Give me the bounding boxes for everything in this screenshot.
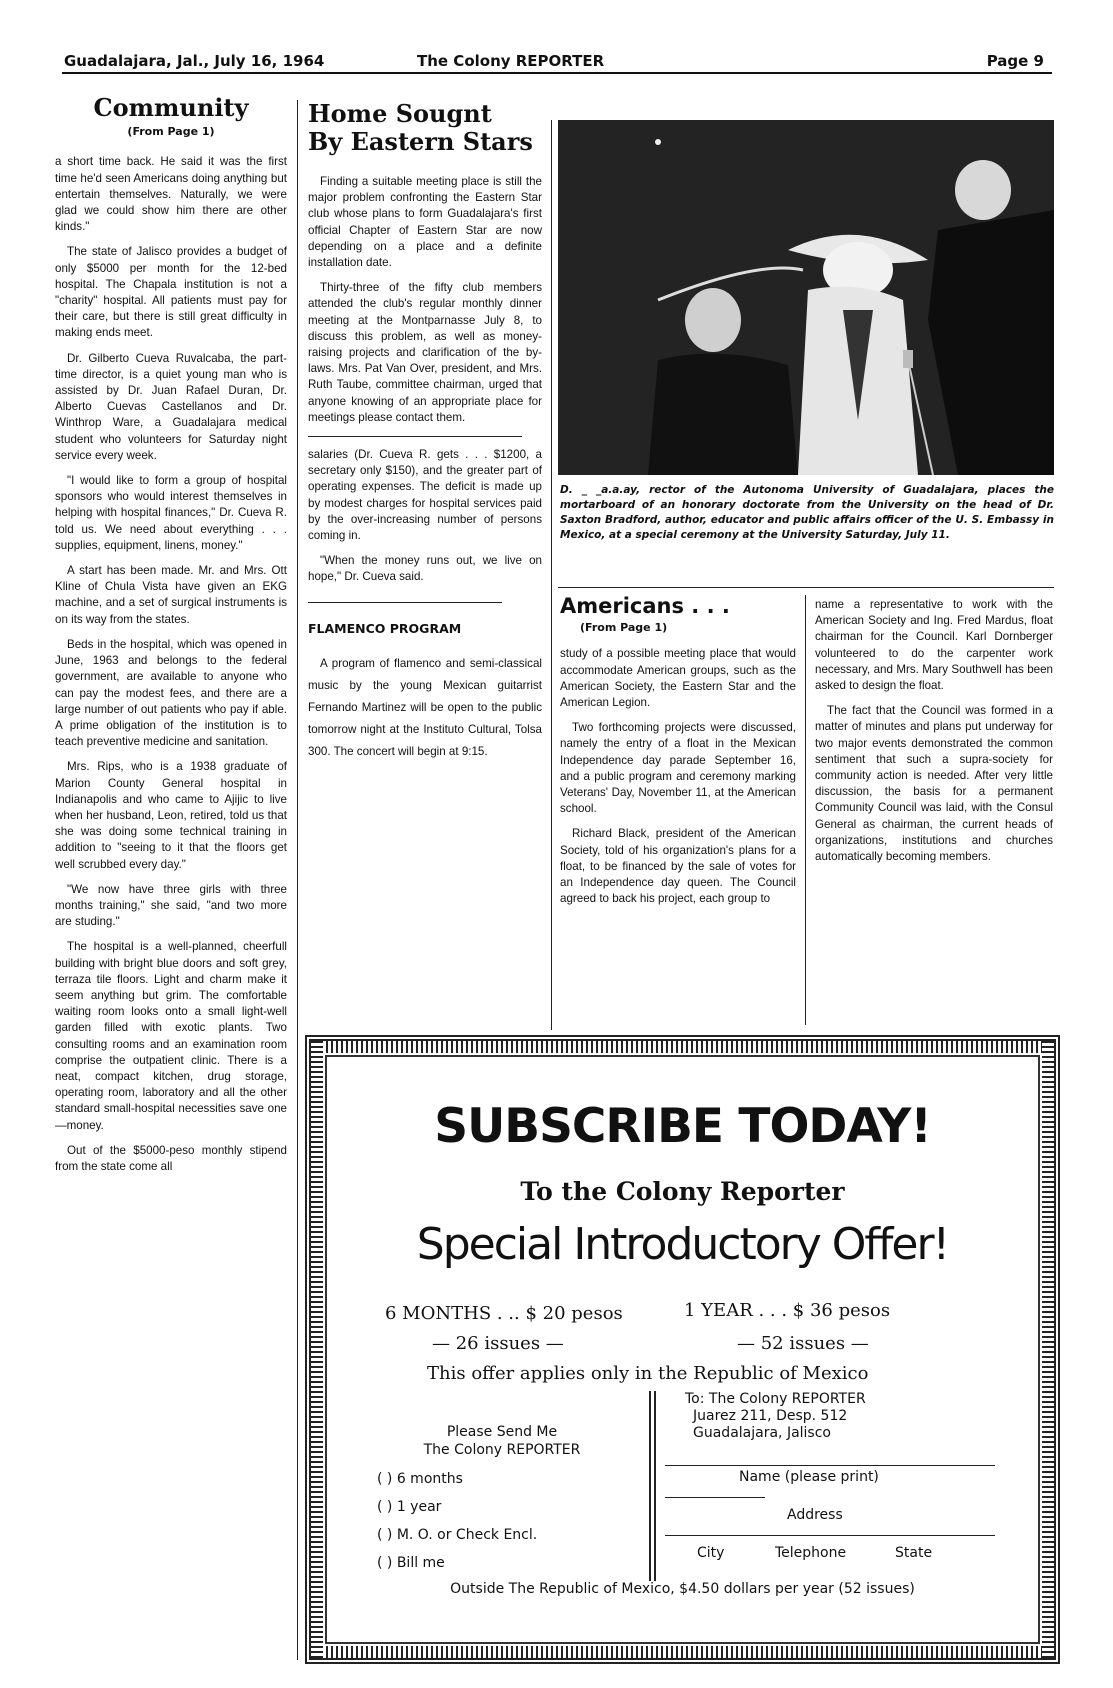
community-para: The state of Jalisco provides a budget of only $5000 per month for the 12-bed hospital. The Chapala institution is not a "charity" hospital. All patients must pay for their care, but there is still great difficulty in making ends meet. [55,245,287,340]
flamenco-headline: FLAMENCO PROGRAM [308,620,462,636]
americans-para: name a representative to work with the American Society and Ing. Fred Mardus, float chairman for the Council. Karl Dornberger volunteered to do the carpenter work necessary, and Mrs. Mary Southwell has been asked to design the float. [815,598,1053,693]
address-label: Address [787,1507,843,1523]
mailing-address-line2: Juarez 211, Desp. 512 [693,1408,848,1424]
column-rule [551,120,552,1030]
name-line[interactable] [665,1465,995,1466]
ad-border-top [311,1041,1054,1053]
eastern-star-headline-line2: By Eastern Stars [308,127,533,156]
offer-52-issues: — 52 issues — [737,1333,869,1354]
americans-from-page: (From Page 1) [580,621,668,635]
ad-subheadline: To the Colony Reporter [520,1177,845,1206]
community-para: Beds in the hospital, which was opened in June, 1963 and belongs to the federal government, are available to anyone who can pay the modest fees, and there are a large number of out patients who pay if able. A prime obligation of the institution is to teach preventive medicine and sanitation. [55,637,287,749]
photo-caption: D. _ _a.a.ay, rector of the Autonoma University of Guadalajara, places the mortarboard of an honorary doctorate from the University on the head of Dr. Saxton Bradford, author, educator and public affairs officer of the U. S. Embassy in Mexico, at a special ceremony at the University Saturday, July 11. [560,484,1054,541]
header-page-number: Page 9 [986,52,1044,70]
community-para: Out of the $5000-peso monthly stipend from the state come all [55,1143,287,1173]
state-label: State [895,1545,933,1561]
americans-para: The fact that the Council was formed in a matter of minutes and plans put underway for two major events demonstrated the common sentiment that such a supra-society for community action is needed. After very little discussion, the basis for a permanent Community Council was laid, with the Consul General as chairman, the current heads of organizations, institutions and churches automatically becoming members. [815,704,1053,864]
option-6-months[interactable]: ( ) 6 months [377,1471,463,1487]
mailing-address-line1: To: The Colony REPORTER [685,1391,866,1407]
please-send-line2: The Colony REPORTER [423,1442,581,1458]
offer-26-issues: — 26 issues — [432,1333,564,1354]
flamenco-text: A program of flamenco and semi-classical music by the young Mexican guitarrist Fernando Martinez will be open to the public tomorrow night at the Instituto Cultural, Tolsa 300. The concert will begin at 9:15. [308,656,542,758]
community-headline: Community [93,93,249,122]
ad-border-left [311,1041,323,1658]
divider [308,436,522,437]
americans-para: Richard Black, president of the American Society, told of his organization's plans for a float, to be financed by the sale of votes for an Independence day queen. The Council agreed to back his project, each group to [560,827,796,906]
column-rule [805,595,806,1025]
ad-body [325,1055,1040,1644]
americans-article-cont [815,597,1053,874]
divider [308,602,502,603]
please-send-label [417,1423,587,1459]
community-para: "I would like to form a group of hospital sponsors who would interest themselves in helping with hospital finances," Dr. Cueva R. told us. We need about everything . . . supplies, equipment, linens, money." [55,474,287,552]
americans-article [560,594,796,916]
americans-para: study of a possible meeting place that would accommodate American groups, such as the American Society, the Eastern Star and the American Legion. [560,647,796,710]
community-para: The hospital is a well-planned, cheerfull building with bright blue doors and soft grey, terraza tile floors. Light and charm make it seem anything but grim. The comfortable waiting room looks onto a small light-well garden filled with exotic plants. Two consulting rooms and an examination room comprise the outpatient clinic. There is a neat, compact kitchen, drug storage, operating room, laboratory and all the other standard small-hospital necessities save one—money. [55,940,287,1132]
americans-para: Two forthcoming projects were discussed, namely the entry of a float in the Mexican Independence day parade September 16, and a public program and ceremony marking Veterans' Day, November 11, at the American school. [560,721,796,816]
eastern-star-headline [308,100,542,156]
eastern-star-para: Thirty-three of the fifty club members attended the club's regular monthly dinner meeting at the Montparnasse July 8, to discuss this problem, as well as money-raising projects and clarification of the by-laws. Mrs. Pat Van Over, president, and Mrs. Ruth Taube, committee chairman, urged that anyone knowing of an appropriate place for meetings please contact them. [308,281,542,424]
eastern-star-para: Finding a suitable meeting place is still the major problem confronting the Eastern Star club whose plans to form Guadalajara's first official Chapter of Eastern Star are now depending on a place and a definite installation date. [308,175,542,270]
form-divider [649,1391,656,1581]
eastern-star-headline-line1: Home Sougnt [308,99,492,128]
ad-border-bottom [311,1646,1054,1658]
community-para: "We now have three girls with three months training," she said, "and two more are studing." [55,882,287,929]
offer-1-year: 1 YEAR . . . $ 36 pesos [684,1300,891,1321]
telephone-label: Telephone [775,1545,847,1561]
news-photo [558,120,1054,475]
photo-ceremony-image [558,120,1054,475]
community-para: Dr. Gilberto Cueva Ruvalcaba, the part-time director, is a quiet young man who is assisted by Dr. Juan Rafael Duran, Dr. Alberto Cuevas Castellanos and Dr. Winthrop Ware, a Guadalajara medical student who volunteers for Saturday night service every week. [55,351,287,462]
address-line[interactable] [665,1497,765,1498]
city-label: City [697,1545,725,1561]
offer-applies-note: This offer applies only in the Republic of Mexico [427,1363,869,1384]
option-check-enclosed[interactable]: ( ) M. O. or Check Encl. [377,1527,538,1543]
mailing-address [685,1391,866,1442]
header-dateline: Guadalajara, Jal., July 16, 1964 [64,52,325,70]
name-label: Name (please print) [739,1469,879,1485]
page-header [62,50,1052,74]
community-from-page: (From Page 1) [127,125,215,139]
outside-mexico-rate: Outside The Republic of Mexico, $4.50 dollars per year (52 issues) [450,1581,915,1597]
address-line-2[interactable] [665,1535,995,1536]
header-paper-name: The Colony REPORTER [417,52,605,70]
community-cont-para: "When the money runs out, we live on hope," Dr. Cueva said. [308,554,542,584]
offer-6-months: 6 MONTHS . .. $ 20 pesos [385,1303,623,1324]
option-bill-me[interactable]: ( ) Bill me [377,1555,445,1571]
americans-headline: Americans . . . [560,594,730,618]
option-1-year[interactable]: ( ) 1 year [377,1499,442,1515]
community-cont-para: salaries (Dr. Cueva R. gets . . . $1200, a secretary only $150), and the greater part of operating expenses. The deficit is made up by modest charges for hospital services paid by the over-increasing number of persons coming in. [308,448,542,543]
divider [558,587,1054,588]
please-send-line1: Please Send Me [446,1424,558,1440]
subscription-ad [305,1035,1060,1664]
community-para: A start has been made. Mr. and Mrs. Ott Kline of Chula Vista have given an EKG machine, and a set of surgical instruments is on its way from the states. [55,564,287,626]
community-para: Mrs. Rips, who is a 1938 graduate of Marion County General hospital in Indianapolis and who came to Ajijic to live when her husband, Leon, retired, told us that she was doing some technical training in addition to "seeing to it that the floors get well scrubbed every day." [55,760,287,871]
mailing-address-line3: Guadalajara, Jalisco [693,1425,831,1441]
ad-special-offer: Special Introductory Offer! [416,1219,949,1270]
ad-border-right [1042,1041,1054,1658]
ad-headline: SUBSCRIBE TODAY! [434,1099,931,1154]
column-rule [297,100,298,1660]
eastern-star-article [308,100,542,772]
community-para: a short time back. He said it was the first time he'd seen Americans doing anything but entertain themselves. Naturally, we were glad we could show him there are other kinds." [55,155,287,234]
community-article [55,93,287,1184]
